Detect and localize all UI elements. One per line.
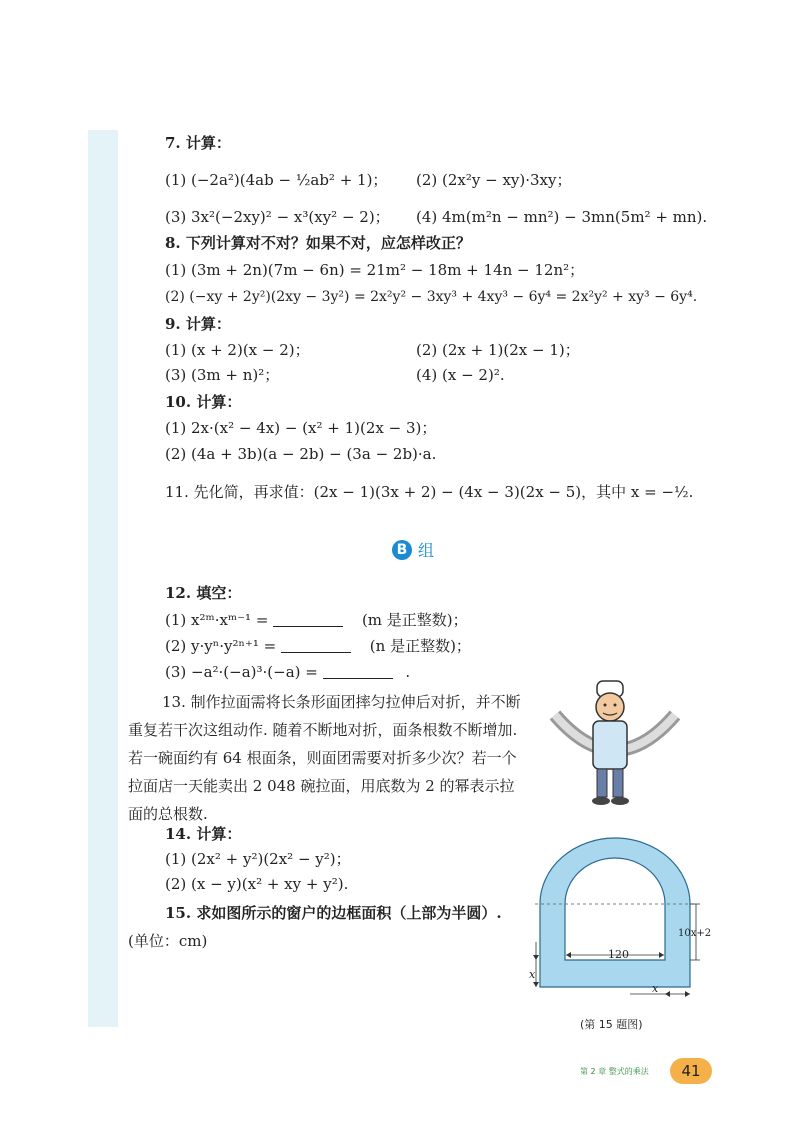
q12-item-2-note: (n 是正整数)； (369, 637, 471, 655)
q12-title: 12. 填空： (165, 584, 242, 602)
q14-title: 14. 计算： (165, 825, 242, 843)
q12-item-2-expr: (2) y·yⁿ·y²ⁿ⁺¹ = (165, 637, 282, 655)
q12-blank-2[interactable] (281, 638, 351, 653)
q12-item-3-expr: (3) −a²·(−a)³·(−a) = (165, 663, 323, 681)
q9-item-4: (4) (x − 2)². (416, 366, 505, 384)
figure-x-bottom-label: x (652, 982, 659, 995)
chapter-label: 第 2 章 整式的乘法 (580, 1067, 649, 1076)
q8-title: 8. 下列计算对不对？如果不对，应怎样改正？ (165, 234, 471, 252)
q10-item-2: (2) (4a + 3b)(a − 2b) − (3a − 2b)·a. (165, 445, 437, 463)
q12-item-3 (165, 662, 410, 682)
q12-blank-3[interactable] (323, 664, 393, 679)
q12-item-1-expr: (1) x²ᵐ·xᵐ⁻¹ = (165, 611, 274, 629)
q7-item-1: (1) (−2a²)(4ab − ½ab² + 1)； (165, 171, 388, 189)
q14-item-2: (2) (x − y)(x² + xy + y²). (165, 875, 349, 893)
q10-item-1: (1) 2x·(x² − 4x) − (x² + 1)(2x − 3)； (165, 419, 437, 437)
q12-item-3-note: . (405, 663, 411, 681)
q15-title: 15. 求如图所示的窗户的边框面积（上部为半圆）. (165, 904, 502, 922)
q13-paragraph: 13. 制作拉面需将长条形面团摔匀拉伸后对折，并不断重复若干次这组动作. 随着不断地对折，面条根数不断增加. 若一碗面约有 64 根面条，则面团需要对折多少次？若一个拉面店一天能卖出 2 048 碗拉面，用底数为 2 的幂表示拉面的总根数. (128, 693, 521, 823)
page-number: 41 (670, 1058, 712, 1084)
group-label: 组 (418, 541, 435, 560)
figure-width-label: 120 (608, 948, 629, 961)
q10-title: 10. 计算： (165, 393, 242, 411)
figure-height-label: 10x+2 (678, 928, 712, 939)
margin-band (88, 130, 118, 1027)
group-badge: B (392, 540, 412, 560)
group-b-heading (392, 538, 434, 561)
q9-item-2: (2) (2x + 1)(2x − 1)； (416, 341, 580, 359)
q14-item-1: (1) (2x² + y²)(2x² − y²)； (165, 850, 351, 868)
q12-item-1-note: (m 是正整数)； (361, 611, 468, 629)
q9-item-1: (1) (x + 2)(x − 2)； (165, 341, 310, 359)
q12-blank-1[interactable] (273, 612, 343, 627)
noodle-chef-illustration (545, 675, 685, 815)
q12-item-1 (165, 610, 468, 630)
q9-item-3: (3) (3m + n)²； (165, 366, 280, 384)
q15-unit: (单位：cm) (128, 932, 208, 950)
q8-item-1: (1) (3m + 2n)(7m − 6n) = 21m² − 18m + 14n − 12n²； (165, 261, 585, 279)
q7-item-2: (2) (2x²y − xy)·3xy； (416, 171, 572, 189)
figure-caption: (第 15 题图) (580, 1018, 643, 1031)
q11: 11. 先化简，再求值：(2x − 1)(3x + 2) − (4x − 3)(2x − 5)，其中 x = −½. (165, 483, 694, 501)
q9-title: 9. 计算： (165, 315, 231, 333)
figure-x-left-label: x (529, 968, 536, 981)
q7-item-4: (4) 4m(m²n − mn²) − 3mn(5m² + mn). (416, 208, 708, 226)
q7-item-3: (3) 3x²(−2xy)² − x³(xy² − 2)； (165, 208, 390, 226)
q12-item-2 (165, 636, 471, 656)
q7-title: 7. 计算： (165, 134, 231, 152)
page-footer (580, 1058, 720, 1086)
q8-item-2: (2) (−xy + 2y²)(2xy − 3y²) = 2x²y² − 3xy³ + 4xy³ − 6y⁴ = 2x²y² + xy³ − 6y⁴. (165, 289, 698, 305)
window-frame-figure (530, 832, 720, 1007)
